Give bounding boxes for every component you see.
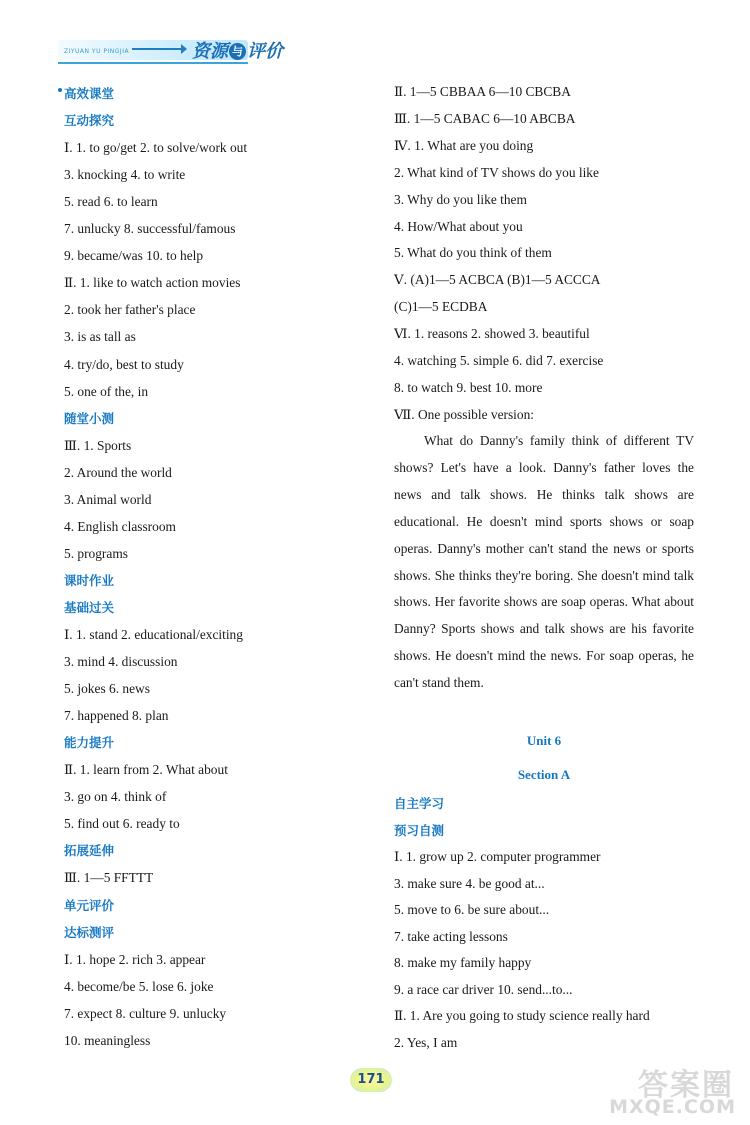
answer-line: Ⅵ. 1. reasons 2. showed 3. beautiful — [394, 326, 590, 342]
answer-line: 3. make sure 4. be good at... — [394, 875, 545, 891]
answer-line: 4. become/be 5. lose 6. joke — [64, 978, 214, 994]
section-heading: 互动探究 — [64, 113, 115, 129]
header-title-circle: 与 — [229, 43, 246, 60]
answer-line: 5. jokes 6. news — [64, 681, 150, 697]
page-header — [58, 34, 283, 64]
answer-line: 5. programs — [64, 545, 128, 561]
answer-line: Ⅳ. 1. What are you doing — [394, 137, 534, 153]
answer-line: Ⅱ. 1. learn from 2. What about — [64, 762, 228, 778]
section-title: Section A — [517, 767, 571, 782]
answer-line: 2. What kind of TV shows do you like — [394, 164, 599, 180]
answer-line: Ⅶ. One possible version: — [394, 406, 535, 422]
answer-line: 4. try/do, best to study — [64, 356, 184, 372]
section-heading: 高效课堂 — [64, 86, 115, 101]
answer-line: 3. Why do you like them — [394, 191, 527, 207]
answer-line: Ⅲ. 1. Sports — [64, 437, 132, 453]
answer-line: 8. make my family happy — [394, 955, 532, 970]
answer-line: Ⅲ. 1—5 FFTTT — [64, 870, 154, 886]
section-heading: 单元评价 — [64, 897, 115, 913]
section-heading: 达标测评 — [64, 924, 115, 940]
answer-line: 4. watching 5. simple 6. did 7. exercise — [394, 353, 604, 368]
answer-line: 3. Animal world — [64, 491, 152, 507]
answer-line: Ⅱ. 1. like to watch action movies — [64, 275, 241, 291]
answer-line: (C)1—5 ECDBA — [394, 299, 488, 315]
header-small-text: ZIYUAN YU PINGJIA — [64, 48, 130, 55]
section-heading: 自主学习 — [394, 796, 445, 811]
answer-line: 4. English classroom — [64, 518, 176, 534]
answer-line: 9. became/was 10. to help — [64, 248, 204, 264]
answer-line: 5. read 6. to learn — [64, 194, 158, 210]
essay-paragraph: What do Danny's family think of different TV shows? Let's have a look. Danny's father loves the news and talk shows. He thinks talk shows are educational. He doesn't mind sports shows or soap operas. Danny's mother can't stand the news or sports shows. She thinks they're boring. She doesn't mind talk shows. Her favorite shows are soap operas. What about Danny? Sports shows and talk shows are his favorite shows. He doesn't mind the news. For soap operas, he can't stand them. — [394, 433, 694, 691]
section-heading: 课时作业 — [64, 572, 115, 588]
header-title-part1: 资源 — [192, 41, 228, 62]
answer-line: 10. meaningless — [64, 1032, 151, 1048]
answer-line: 7. happened 8. plan — [64, 708, 169, 724]
answer-line: Ⅴ. (A)1—5 ACBCA (B)1—5 ACCCA — [394, 272, 601, 288]
section-heading: 能力提升 — [64, 735, 115, 751]
answer-line: 7. unlucky 8. successful/famous — [64, 221, 236, 237]
answer-line: 2. Around the world — [64, 464, 172, 480]
answer-line: 7. take acting lessons — [394, 928, 508, 944]
section-heading: 预习自测 — [394, 822, 445, 838]
answer-line: 4. How/What about you — [394, 218, 523, 234]
bullet-dot-icon — [58, 88, 62, 92]
header-title — [192, 37, 283, 63]
watermark-top: 答案圈 — [638, 1068, 734, 1103]
answer-line: 3. knocking 4. to write — [64, 167, 186, 183]
unit-title: Unit 6 — [526, 733, 562, 748]
answer-line: Ⅰ. 1. stand 2. educational/exciting — [64, 627, 243, 642]
header-rule — [58, 62, 248, 64]
header-title-part2: 评价 — [247, 41, 283, 62]
section-heading: 拓展延伸 — [64, 843, 115, 859]
answer-line: 2. Yes, I am — [394, 1034, 458, 1050]
answer-line: 3. is as tall as — [64, 329, 136, 345]
answer-line: Ⅲ. 1—5 CABAC 6—10 ABCBA — [394, 110, 576, 126]
watermark-logo — [602, 1060, 742, 1120]
answer-line: 2. took her father's place — [64, 302, 196, 318]
section-heading: 随堂小测 — [64, 410, 115, 426]
answer-line: 5. one of the, in — [64, 383, 149, 399]
answer-line: 8. to watch 9. best 10. more — [394, 379, 543, 395]
watermark-bottom: MXQE.COM — [609, 1096, 736, 1118]
section-heading: 基础过关 — [64, 599, 115, 615]
answer-line: Ⅰ. 1. to go/get 2. to solve/work out — [64, 140, 248, 156]
answer-line: 3. go on 4. think of — [64, 789, 167, 805]
answer-line: Ⅱ. 1. Are you going to study science really hard — [394, 1008, 650, 1023]
header-arrow-icon — [132, 48, 182, 50]
answer-line: 5. What do you think of them — [394, 245, 552, 261]
answer-line: 9. a race car driver 10. send...to... — [394, 981, 573, 997]
answer-line: 7. expect 8. culture 9. unlucky — [64, 1005, 227, 1021]
answer-line: Ⅰ. 1. hope 2. rich 3. appear — [64, 951, 206, 967]
answer-line: Ⅰ. 1. grow up 2. computer programmer — [394, 849, 601, 864]
answer-line: Ⅱ. 1—5 CBBAA 6—10 CBCBA — [394, 84, 571, 99]
answer-line: 5. move to 6. be sure about... — [394, 902, 550, 917]
answer-line: 3. mind 4. discussion — [64, 654, 178, 670]
page-number: 171 — [350, 1068, 392, 1092]
answer-line: 5. find out 6. ready to — [64, 816, 180, 832]
